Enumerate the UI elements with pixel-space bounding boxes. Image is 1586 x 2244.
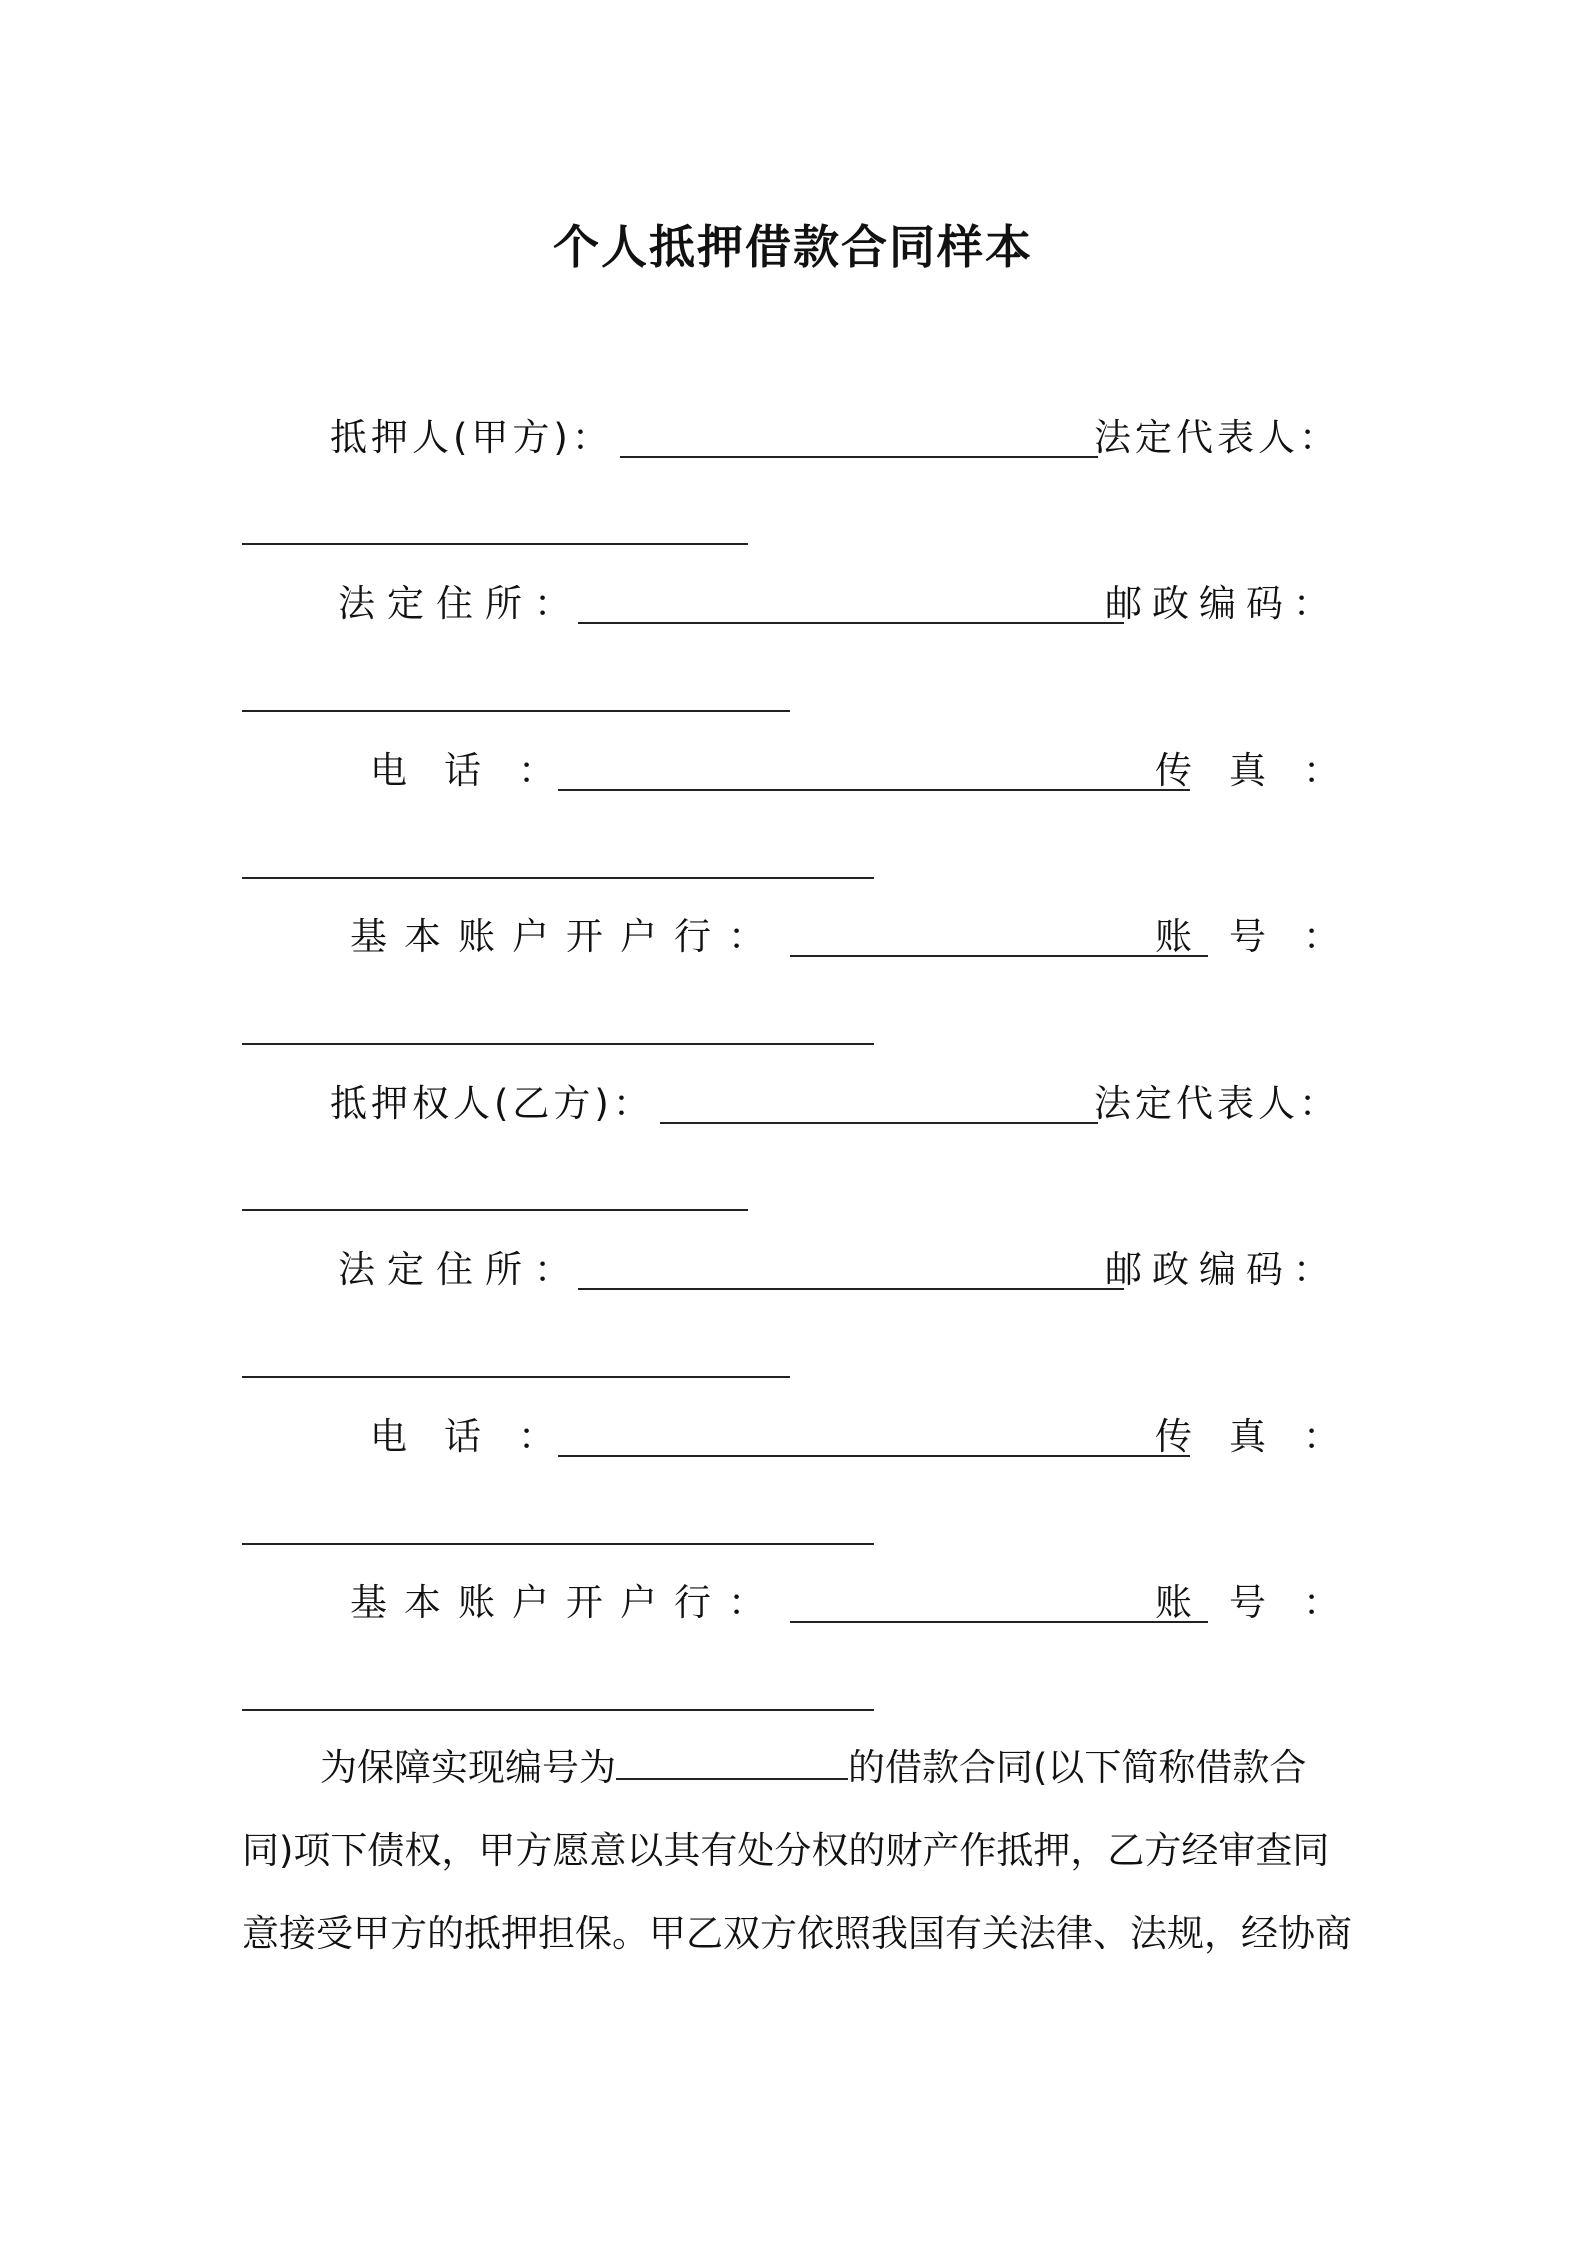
party-b-account-label: 账 号 ：: [1155, 1581, 1340, 1624]
loan-contract-number-field[interactable]: [616, 1742, 848, 1780]
party-b-postcode-label: 邮政编码：: [1105, 1248, 1340, 1291]
party-b-phone-field[interactable]: [558, 1397, 1190, 1457]
party-b-phone-label: 电 话 ：: [370, 1415, 555, 1458]
party-a-fax-label: 传 真 ：: [1155, 749, 1340, 792]
party-a-phone-label: 电 话 ：: [370, 749, 555, 792]
party-a-rep-field[interactable]: [242, 543, 748, 545]
party-b-field[interactable]: [660, 1064, 1098, 1124]
party-b-bank-field[interactable]: [790, 1563, 1208, 1623]
party-a-phone-field[interactable]: [558, 731, 1190, 791]
party-a-line: [0, 408, 1586, 468]
party-b-rep-label: 法定代表人：: [1094, 1082, 1340, 1125]
party-a-bank-line: [0, 907, 1586, 967]
paragraph-line-1-after: 的借款合同(以下简称借款合: [848, 1746, 1307, 1789]
party-b-rep-field[interactable]: [242, 1209, 748, 1211]
party-b-label: 抵押权人(乙方)：: [330, 1082, 654, 1125]
paragraph-line-1-before: 为保障实现编号为: [320, 1746, 616, 1789]
party-b-fax-field[interactable]: [242, 1543, 874, 1545]
paragraph-line-2: 同)项下债权，甲方愿意以其有处分权的财产作抵押，乙方经审查同: [242, 1829, 1330, 1872]
party-a-address-label: 法定住所：: [338, 582, 583, 625]
party-b-line: [0, 1074, 1586, 1134]
page-title: 个人抵押借款合同样本: [553, 220, 1033, 274]
party-a-postcode-label: 邮政编码：: [1105, 582, 1340, 625]
party-a-account-label: 账 号 ：: [1155, 915, 1340, 958]
party-b-postcode-field[interactable]: [242, 1376, 790, 1378]
party-b-address-label: 法定住所：: [338, 1248, 583, 1291]
paragraph-line-3: 意接受甲方的抵押担保。甲乙双方依照我国有关法律、法规，经协商: [242, 1912, 1352, 1955]
party-b-address-field[interactable]: [578, 1230, 1124, 1290]
party-b-phone-line: [0, 1407, 1586, 1467]
party-a-postcode-field[interactable]: [242, 710, 790, 712]
paragraph-line-1: [320, 1738, 1350, 1798]
party-a-label: 抵押人(甲方)：: [330, 416, 613, 459]
party-b-bank-line: [0, 1573, 1586, 1633]
party-b-fax-label: 传 真 ：: [1155, 1415, 1340, 1458]
party-a-field[interactable]: [620, 398, 1098, 458]
party-a-address-field[interactable]: [578, 564, 1124, 624]
party-b-account-field[interactable]: [242, 1709, 874, 1711]
party-a-rep-label: 法定代表人：: [1094, 416, 1340, 459]
party-a-phone-line: [0, 741, 1586, 801]
party-a-bank-label: 基本账户开户行：: [350, 915, 782, 958]
party-b-bank-label: 基本账户开户行：: [350, 1581, 782, 1624]
party-a-address-line: [0, 574, 1586, 634]
party-a-bank-field[interactable]: [790, 897, 1208, 957]
party-a-account-field[interactable]: [242, 1043, 874, 1045]
party-b-address-line: [0, 1240, 1586, 1300]
party-a-fax-field[interactable]: [242, 877, 874, 879]
